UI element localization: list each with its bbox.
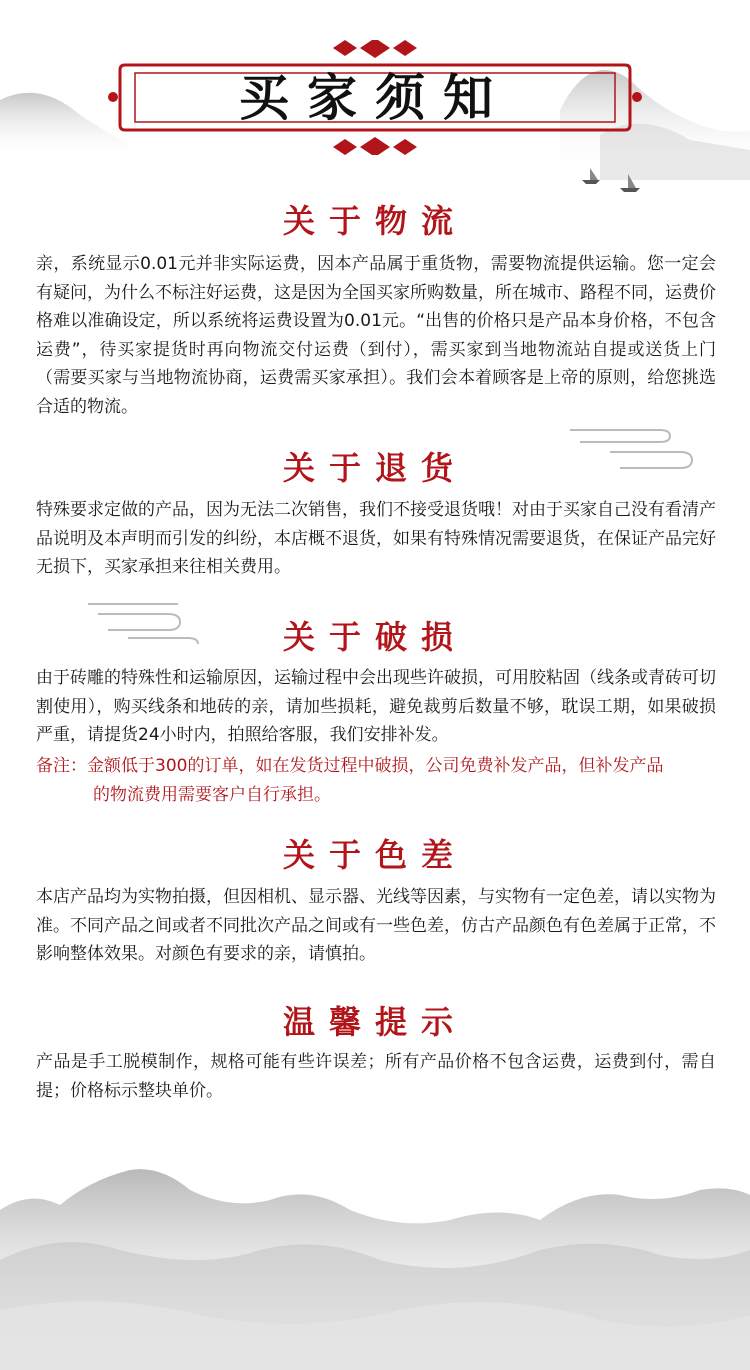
section-text-logistics: 亲，系统显示0.01元并非实际运费，因本产品属于重货物，需要物流提供运输。您一定会有疑问，为什么不标注好运费，这是因为全国买家所购数量，所在城市、路程不同，运费价格难以准确设定，所以系统将运费设置为0.01元。“出售的价格只是产品本身价格，不包含运费”，待买家提货时再向物流交付运费（到付），需买家到当地物流站自提或送货上门（需要买家与当地物流协商，运费需买家承担）。我们会本着顾客是上帝的原则，给您挑选合适的物流。: [36, 254, 716, 417]
section-text-tips: 产品是手工脱模制作，规格可能有些许误差；所有产品价格不包含运费，运费到付，需自提；价格标示整块单价。: [36, 1052, 716, 1101]
section-text-returns: 特殊要求定做的产品，因为无法二次销售，我们不接受退货哦！对由于买家自己没有看清产品说明及本声明而引发的纠纷，本店概不退货，如果有特殊情况需要退货，在保证产品完好无损下，买家承担来往相关费用。: [36, 500, 716, 577]
page-title: 买家须知: [239, 68, 511, 127]
section-title-color: 关于色差: [282, 836, 467, 874]
section-text-damage: 由于砖雕的特殊性和运输原因，运输过程中会出现些许破损，可用胶粘固（线条或青砖可切割使用），购买线条和地砖的亲，请加些损耗，避免裁剪后数量不够，耽误工期，如果破损严重，请提货24小时内，拍照给客服，我们安排补发。: [36, 668, 716, 745]
damage-note: [36, 752, 716, 809]
section-title-tips: 温馨提示: [282, 1003, 467, 1041]
section-title-logistics: 关于物流: [282, 202, 467, 240]
damage-note-line2: 的物流费用需要客户自行承担。: [93, 784, 331, 805]
section-title-damage: 关于破损: [282, 618, 467, 656]
damage-note-line1: 备注：金额低于300的订单，如在发货过程中破损，公司免费补发产品，但补发产品: [36, 756, 664, 776]
mountain-landscape-bottom: [0, 1150, 750, 1370]
section-title-returns: 关于退货: [282, 449, 467, 487]
section-text-color: 本店产品均为实物拍摄，但因相机、显示器、光线等因素，与实物有一定色差，请以实物为准。不同产品之间或者不同批次产品之间或有一些色差，仿古产品颜色有色差属于正常，不影响整体效果。对颜色有要求的亲，请慎拍。: [36, 887, 716, 964]
